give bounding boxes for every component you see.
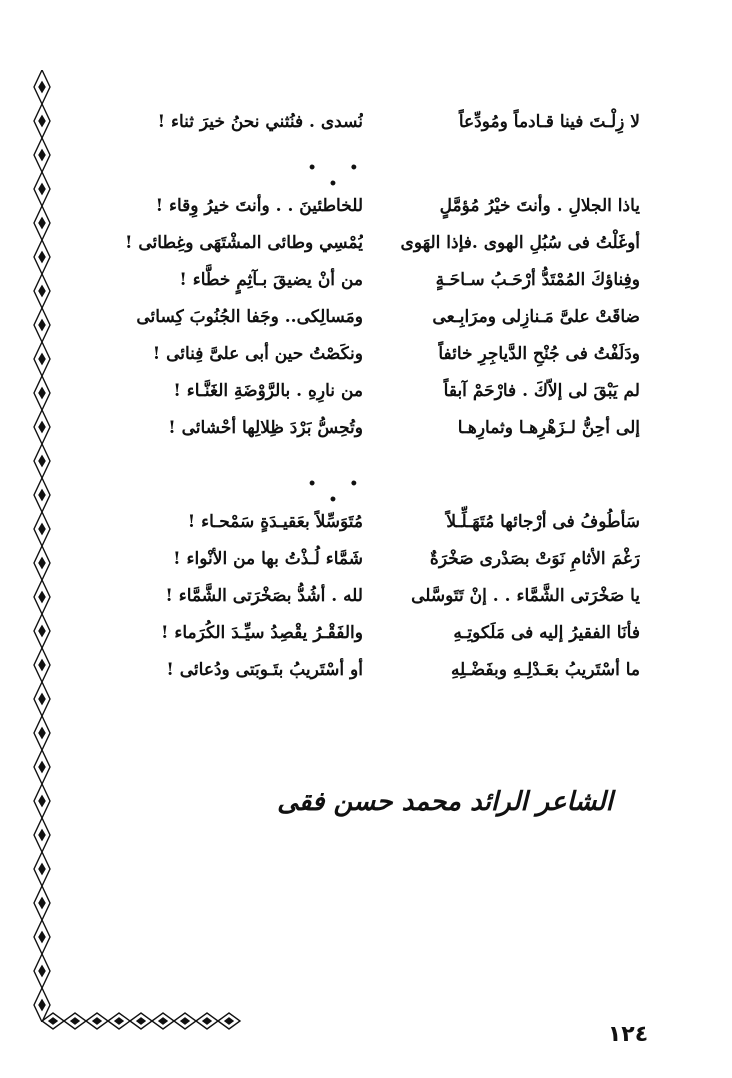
verse-first-hemistich: أوغَلْتُ فى سُبُلِ الهوى .فإذا الهَوى <box>400 233 640 253</box>
ornament-diamond-core <box>39 762 45 772</box>
ornament-diamond-core <box>39 728 45 738</box>
ornament-diamond-core <box>93 1018 101 1024</box>
stanza-separator: • • • <box>307 160 373 192</box>
poet-signature: الشاعر الرائد محمد حسن فقى <box>277 787 613 817</box>
ornament-diamond-core <box>39 660 45 670</box>
verse-line <box>95 578 650 614</box>
verse-line <box>95 410 650 446</box>
verse-line <box>95 262 650 298</box>
verse-line <box>95 541 650 577</box>
ornament-diamond-core <box>71 1018 79 1024</box>
stanza-1 <box>95 104 650 144</box>
stanza-2 <box>95 188 650 458</box>
verse-second-hemistich: شَمَّاء لُـذْتُ بها من الأنْواء ! <box>173 549 363 569</box>
ornament-diamond-core <box>203 1018 211 1024</box>
ornament-diamond-core <box>39 456 45 466</box>
ornament-diamond-core <box>225 1018 233 1024</box>
ornament-diamond-core <box>49 1018 57 1024</box>
ornament-diamond-core <box>39 898 45 908</box>
verse-second-hemistich: ومَسالِكى.. وجَفا الجُنُوبَ كِسائى <box>136 307 363 327</box>
ornament-diamond-core <box>39 116 45 126</box>
verse-line <box>95 225 650 261</box>
ornament-diamond-core <box>39 354 45 364</box>
page-number: ١٢٤ <box>607 1022 649 1047</box>
verse-first-hemistich: سَأطُوفُ فى أرْجائها مُتَهَـلِّـلاً <box>446 512 640 532</box>
ornament-diamond-core <box>39 490 45 500</box>
ornament-diamond-core <box>39 252 45 262</box>
ornament-diamond-core <box>39 694 45 704</box>
ornament-diamond-core <box>39 558 45 568</box>
verse-second-hemistich: ونكَصْتُ حين أبى علىَّ فِنائى ! <box>152 344 363 364</box>
ornament-diamond-core <box>39 830 45 840</box>
stanza-separator: • • • <box>307 476 373 508</box>
verse-first-hemistich: ياذا الجلالِ . وأنتَ خيْرُ مُؤمَّلٍ <box>439 196 640 216</box>
verse-second-hemistich: وتُحِسُّ بَرْدَ ظِلالِها أحْشائى ! <box>168 418 363 438</box>
verse-line <box>95 299 650 335</box>
ornament-diamond-core <box>39 218 45 228</box>
vertical-ornament-border <box>31 70 53 1022</box>
ornament-diamond-core <box>39 524 45 534</box>
ornament-diamond-core <box>39 796 45 806</box>
verse-line <box>95 188 650 224</box>
ornament-diamond-core <box>39 626 45 636</box>
verse-first-hemistich: يا صَخْرَتى الشَّمَّاء . . إنْ تَتَوسَّلى <box>411 586 640 606</box>
verse-second-hemistich: من نارِهِ . بالرَّوْضَةِ الغَنَّـاء ! <box>173 381 363 401</box>
ornament-diamond-core <box>39 966 45 976</box>
verse-second-hemistich: أو أسْتَريبُ بتَـوبَتى ودُعائى ! <box>166 660 363 680</box>
verse-first-hemistich: لا زِلْـتَ فينا قـادماً ومُودِّعاً <box>458 112 640 132</box>
ornament-diamond-core <box>39 592 45 602</box>
ornament-diamond-core <box>115 1018 123 1024</box>
verse-second-hemistich: يُمْسِي وطائى المشْتَهَى وغِطائى ! <box>124 233 363 253</box>
verse-line <box>95 104 650 140</box>
ornament-diamond-core <box>39 422 45 432</box>
verse-second-hemistich: من أنْ يضيقَ بـآثِمٍ خطَّاء ! <box>179 270 363 290</box>
verse-line <box>95 652 650 688</box>
verse-second-hemistich: للخاطئينَ . . وأنتَ خيرُ وِقاء ! <box>155 196 363 216</box>
ornament-diamond-core <box>159 1018 167 1024</box>
verse-first-hemistich: ضاقَتْ علىَّ مَـنازِلى ومرَابِـعى <box>432 307 640 327</box>
ornament-diamond-core <box>39 320 45 330</box>
ornament-diamond-core <box>39 150 45 160</box>
ornament-diamond-core <box>39 82 45 92</box>
horizontal-ornament-border <box>42 1009 252 1033</box>
ornament-diamond-core <box>137 1018 145 1024</box>
verse-first-hemistich: لم يَبْقَ لى إلاّكَ . فارْحَمْ آبقاً <box>443 381 640 401</box>
ornament-diamond-core <box>39 184 45 194</box>
stanza-3 <box>95 504 650 699</box>
ornament-diamond-core <box>181 1018 189 1024</box>
ornament-diamond-core <box>39 286 45 296</box>
ornament-diamond-core <box>39 932 45 942</box>
verse-second-hemistich: نُسدى . فنُثني نحنُ خيرَ ثناء ! <box>157 112 363 132</box>
verse-line <box>95 336 650 372</box>
verse-first-hemistich: وفِناؤكَ المُمْتَدُّ أرْحَـبُ سـاحَـةٍ <box>435 270 640 290</box>
verse-line <box>95 504 650 540</box>
verse-line <box>95 373 650 409</box>
verse-first-hemistich: إلى أحِنُّ لـزَهْرِهـا وثمارِهـا <box>457 418 640 438</box>
verse-first-hemistich: ودَلَفْتُ فى جُنْحِ الدَّياجِرِ خائفاً <box>438 344 640 364</box>
verse-second-hemistich: والفَقْـرُ يقْصِدُ سيِّـدَ الكُرَماء ! <box>160 623 363 643</box>
verse-line <box>95 615 650 651</box>
verse-first-hemistich: ما أسْتَريبُ بعَـدْلِـهِ وبفَضْـلِهِ <box>450 660 640 680</box>
ornament-diamond-core <box>39 388 45 398</box>
verse-second-hemistich: مُتَوَسِّلاً بعَقيـدَةٍ سَمْحـاء ! <box>187 512 363 532</box>
verse-first-hemistich: رَغْمَ الأثامِ نَوَتْ بصَدْرى صَخْرَةٌ <box>429 549 640 569</box>
verse-first-hemistich: فأنَا الفقيرُ إليه فى مَلَكوتِـهِ <box>453 623 640 643</box>
verse-second-hemistich: لله . أشُدُّ بصَخْرَتى الشَّمَّاء ! <box>165 586 363 606</box>
ornament-diamond-core <box>39 864 45 874</box>
